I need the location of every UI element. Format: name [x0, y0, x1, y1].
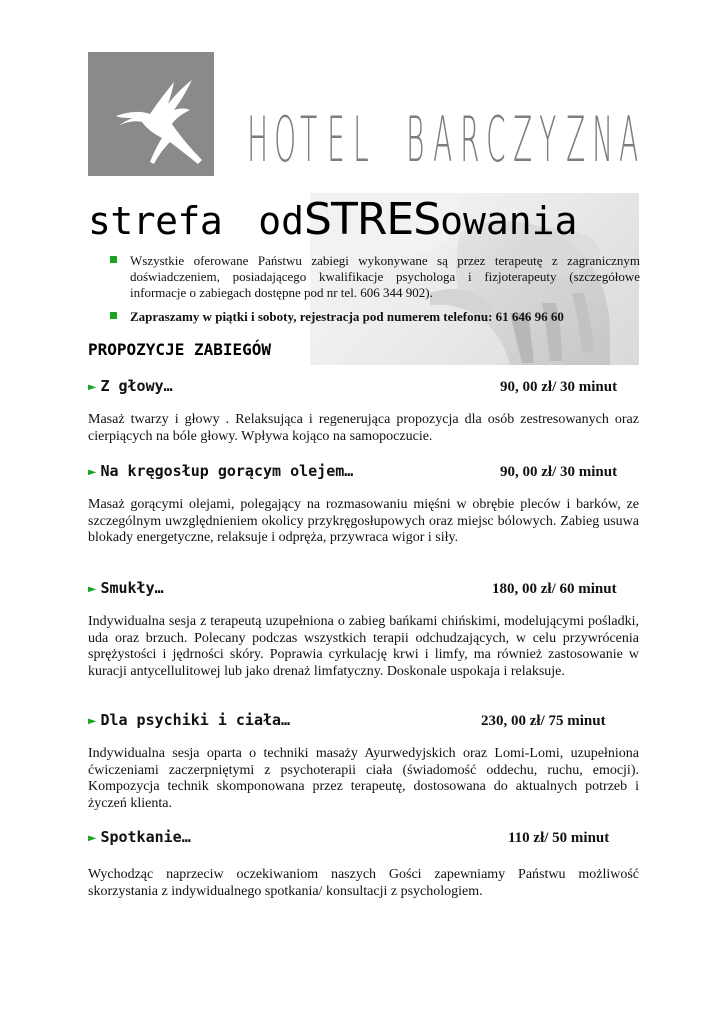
- hotel-letter: R: [459, 103, 480, 176]
- offer-header: [88, 375, 640, 397]
- offer-description: Indywidualna sesja oparta o techniki masaży Ayurwedyjskich oraz Lomi-Lomi, uzupełniona ćwiczeniami zaczerpniętymi z psychoterapii ciała (świadomość oddechu, ruchu, emocji). Kompozycja technik skomponowana przez terapeutę, dostosowana do aktualnych potrzeb i życzeń klienta.: [88, 746, 639, 811]
- hotel-letter: B: [406, 103, 425, 176]
- hotel-letter: A: [433, 103, 453, 176]
- hotel-letter: Z: [512, 103, 532, 176]
- title-part-od: od: [258, 199, 305, 243]
- offer-price: 90, 00 zł/ 30 minut: [500, 464, 618, 480]
- hotel-letter: Z: [565, 103, 586, 176]
- green-arrow-icon: ►: [88, 464, 97, 480]
- hotel-letter: Y: [539, 103, 557, 176]
- offer-title: Na kręgosłup gorącym olejem…: [100, 462, 354, 480]
- green-arrow-icon: ►: [88, 713, 97, 729]
- offer-title: Z głowy…: [100, 377, 173, 395]
- green-arrow-icon: ►: [88, 379, 97, 395]
- hotel-letter: [380, 103, 392, 177]
- offer-header: [88, 826, 640, 848]
- hotel-letter: L: [353, 103, 369, 176]
- offer-header: [88, 460, 640, 482]
- intro-bullet-text: Zapraszamy w piątki i soboty, rejestracja pod numerem telefonu: 61 646 96 60: [130, 309, 564, 324]
- intro-list: [110, 253, 640, 333]
- offer-description: Masaż gorącymi olejami, polegający na rozmasowaniu mięśni w obrębie pleców i barków, ze szczególnym uwzględnieniem okolicy przykręgosłupowych oraz miejsc bólowych. Zabieg usuwa blokady energetyczne, relaksuje i odpręża, przywraca wigor i siły.: [88, 497, 639, 545]
- title-part-strefa: strefa: [88, 199, 223, 243]
- offer-title: Spotkanie…: [100, 828, 191, 846]
- green-square-bullet-icon: [110, 256, 117, 263]
- hotel-letter: A: [619, 103, 639, 176]
- intro-bullet-text: Wszystkie oferowane Państwu zabiegi wykonywane są przez terapeutę z zagranicznym doświadczeniem, posiadającego kwalifikacje psychologa i fizjoterapeuty (szczegółowe informacje o zabiegach dostępne pod nr tel. 606 344 902).: [130, 253, 640, 300]
- green-square-bullet-icon: [110, 312, 117, 319]
- offer-description: Indywidualna sesja z terapeutą uzupełniona o zabieg bańkami chińskimi, modelującymi pośladki, uda oraz brzuch. Polecany podczas wszystkich terapii odchudzających, w celu przywrócenia sprężystości i jędrności skóry. Poprawia cyrkulację krwi i limfy, ma również zastosowanie w kuracji antycellulitowej lub jako drenaż limfatyczny. Doskonale uspokaja i relaksuje.: [88, 614, 639, 679]
- hotel-letter: H: [247, 103, 269, 176]
- offer-title: Dla psychiki i ciała…: [100, 711, 291, 729]
- green-arrow-icon: ►: [88, 830, 97, 846]
- offer-price: 230, 00 zł/ 75 minut: [481, 713, 606, 729]
- green-arrow-icon: ►: [88, 581, 97, 597]
- hotel-letter: T: [300, 103, 318, 176]
- page-title: [88, 196, 640, 245]
- hotel-name: [240, 103, 638, 177]
- title-part-stres: STRES: [304, 194, 441, 245]
- section-heading: PROPOZYCJE ZABIEGÓW: [88, 340, 272, 359]
- offer-description: Masaż twarzy i głowy . Relaksująca i regenerująca propozycja dla osób zestresowanych oraz cierpiących na bóle głowy. Wpływa kojąco na samopoczucie.: [88, 412, 639, 444]
- offer-title: Smukły…: [100, 579, 164, 597]
- intro-bullet-therapist: [110, 253, 640, 301]
- offer-header: [88, 709, 640, 731]
- hotel-logo: [88, 52, 214, 176]
- title-part-owania: owania: [440, 199, 578, 243]
- offer-price: 110 zł/ 50 minut: [508, 830, 610, 846]
- hotel-letter: E: [326, 103, 345, 176]
- offer-description: Wychodząc naprzeciw oczekiwaniom naszych Gości zapewniamy Państwu możliwość skorzystania z indywidualnego spotkania/ konsultacji z psychologiem.: [88, 867, 639, 899]
- intro-bullet-booking: [110, 309, 640, 325]
- offer-price: 180, 00 zł/ 60 minut: [492, 581, 617, 597]
- offer-price: 90, 00 zł/ 30 minut: [500, 379, 618, 395]
- hotel-letter: N: [592, 103, 614, 176]
- hotel-letter: O: [273, 103, 296, 176]
- hotel-letter: C: [486, 103, 506, 176]
- offer-header: [88, 577, 640, 599]
- heron-bird-icon: [88, 52, 214, 176]
